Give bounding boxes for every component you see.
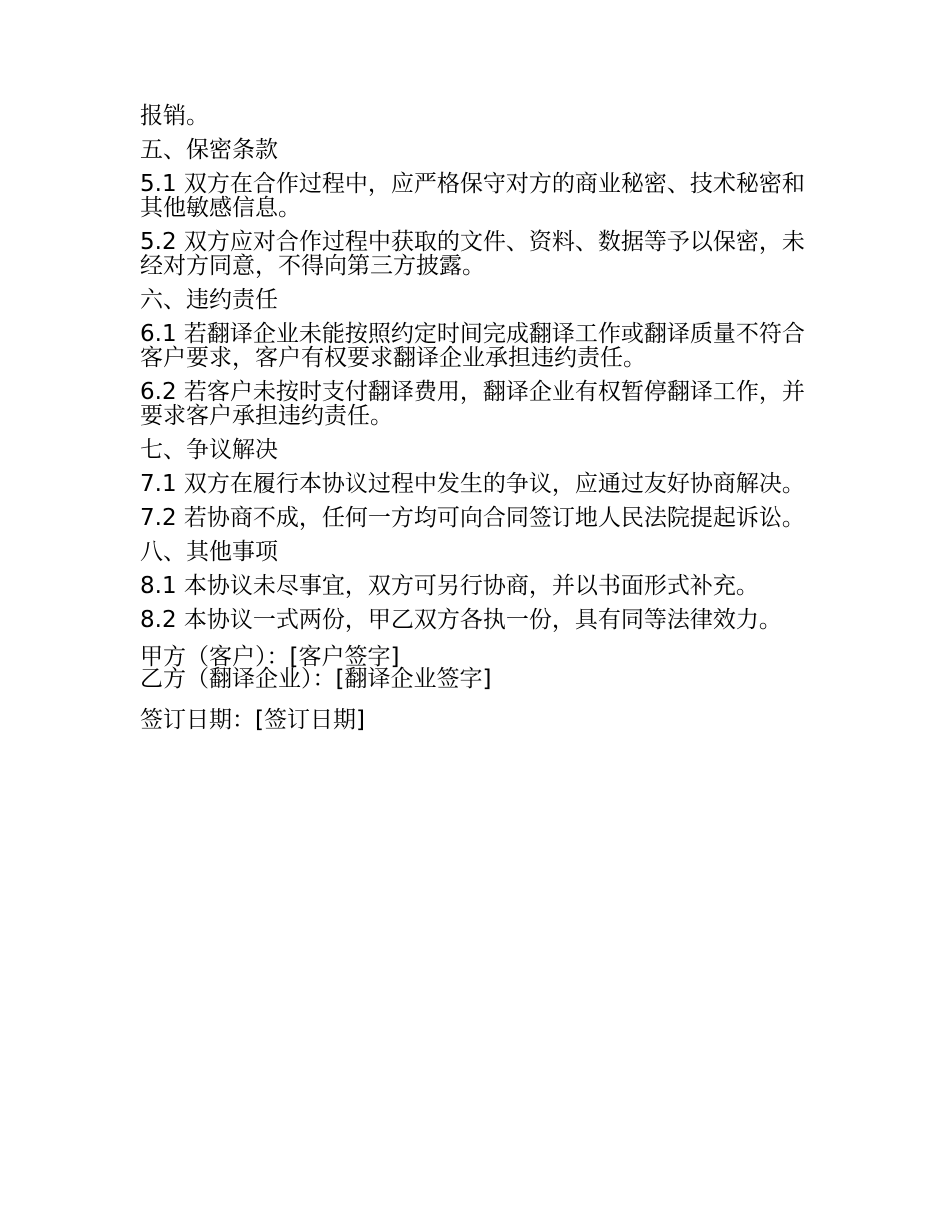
clause-6-1: 6.1 若翻译企业未能按照约定时间完成翻译工作或翻译质量不符合客户要求，客户有权要求翻译企业承担违约责任。	[140, 321, 805, 371]
signature-block	[140, 646, 812, 690]
clause-7-1: 7.1 双方在履行本协议过程中发生的争议，应通过友好协商解决。	[140, 471, 805, 497]
clause-5-1: 5.1 双方在合作过程中，应严格保守对方的商业秘密、技术秘密和其他敏感信息。	[140, 171, 805, 221]
clause-6-2: 6.2 若客户未按时支付翻译费用，翻译企业有权暂停翻译工作，并要求客户承担违约责任。	[140, 379, 805, 429]
clause-8-2: 8.2 本协议一式两份，甲乙双方各执一份，具有同等法律效力。	[140, 607, 782, 633]
section-heading-dispute: 七、争议解决	[140, 437, 278, 463]
clause-7-2: 7.2 若协商不成，任何一方均可向合同签订地人民法院提起诉讼。	[140, 505, 805, 531]
signing-date: 签订日期：[签订日期]	[140, 707, 365, 733]
section-heading-liability: 六、违约责任	[140, 287, 278, 313]
intro-tail-text: 报销。	[140, 103, 209, 129]
clause-8-1: 8.1 本协议未尽事宜，双方可另行协商，并以书面形式补充。	[140, 573, 759, 599]
section-heading-confidentiality: 五、保密条款	[140, 137, 278, 163]
section-heading-other: 八、其他事项	[140, 539, 278, 565]
party-b-signature: 乙方（翻译企业）：[翻译企业签字]	[140, 666, 492, 692]
document-body	[140, 104, 812, 732]
party-a-signature: 甲方（客户）：[客户签字]	[140, 644, 400, 670]
clause-5-2: 5.2 双方应对合作过程中获取的文件、资料、数据等予以保密，未经对方同意，不得向第三方披露。	[140, 229, 805, 279]
